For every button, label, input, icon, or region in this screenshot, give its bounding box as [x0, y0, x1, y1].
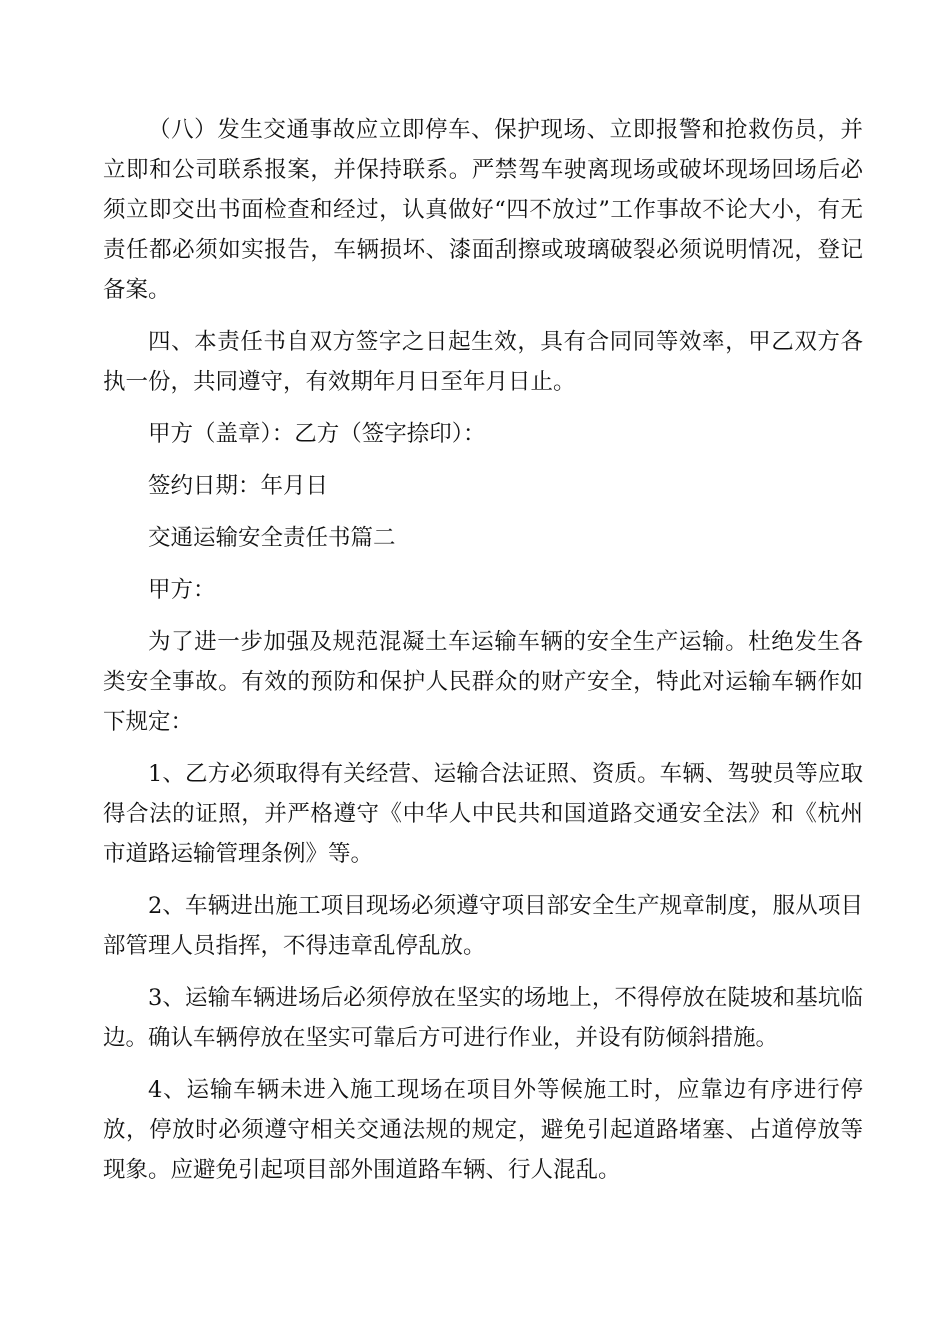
- section-title: 交通运输安全责任书篇二: [148, 525, 396, 551]
- paragraph-accident-handling: （八）发生交通事故应立即停车、保护现场、立即报警和抢救伤员，并立即和公司联系报案，并保持联系。严禁驾车驶离现场或破坏现场回场后必须立即交出书面检查和经过，认真做好“四不放过”工作事故不论大小，有无责任都必须如实报告，车辆损坏、漆面刮擦或玻璃破裂必须说明情况，登记备案。: [103, 117, 863, 303]
- signing-date: 签约日期：年月日: [148, 473, 329, 499]
- signature-line: 甲方（盖章）：乙方（签字捺印）：: [148, 421, 486, 447]
- paragraph-rule-2: 2、车辆进出施工项目现场必须遵守项目部安全生产规章制度，服从项目部管理人员指挥，不得违章乱停乱放。: [103, 893, 863, 959]
- party-a-label: 甲方：: [148, 577, 216, 603]
- paragraph-rule-1: 1、乙方必须取得有关经营、运输合法证照、资质。车辆、驾驶员等应取得合法的证照，并严格遵守《中华人中民共和国道路交通安全法》和《杭州市道路运输管理条例》等。: [103, 761, 863, 867]
- paragraph-rule-3: 3、运输车辆进场后必须停放在坚实的场地上，不得停放在陡坡和基坑临边。确认车辆停放在坚实可靠后方可进行作业，并设有防倾斜措施。: [103, 985, 863, 1051]
- paragraph-validity: 四、本责任书自双方签字之日起生效，具有合同同等效率，甲乙双方各执一份，共同遵守，有效期年月日至年月日止。: [103, 329, 863, 395]
- document-body: [103, 110, 863, 1202]
- paragraph-rule-4: 4、运输车辆未进入施工现场在项目外等候施工时，应靠边有序进行停放，停放时必须遵守相关交通法规的规定，避免引起道路堵塞、占道停放等现象。应避免引起项目部外围道路车辆、行人混乱。: [103, 1077, 863, 1183]
- paragraph-intro: 为了进一步加强及规范混凝土车运输车辆的安全生产运输。杜绝发生各类安全事故。有效的预防和保护人民群众的财产安全，特此对运输车辆作如下规定：: [103, 629, 863, 735]
